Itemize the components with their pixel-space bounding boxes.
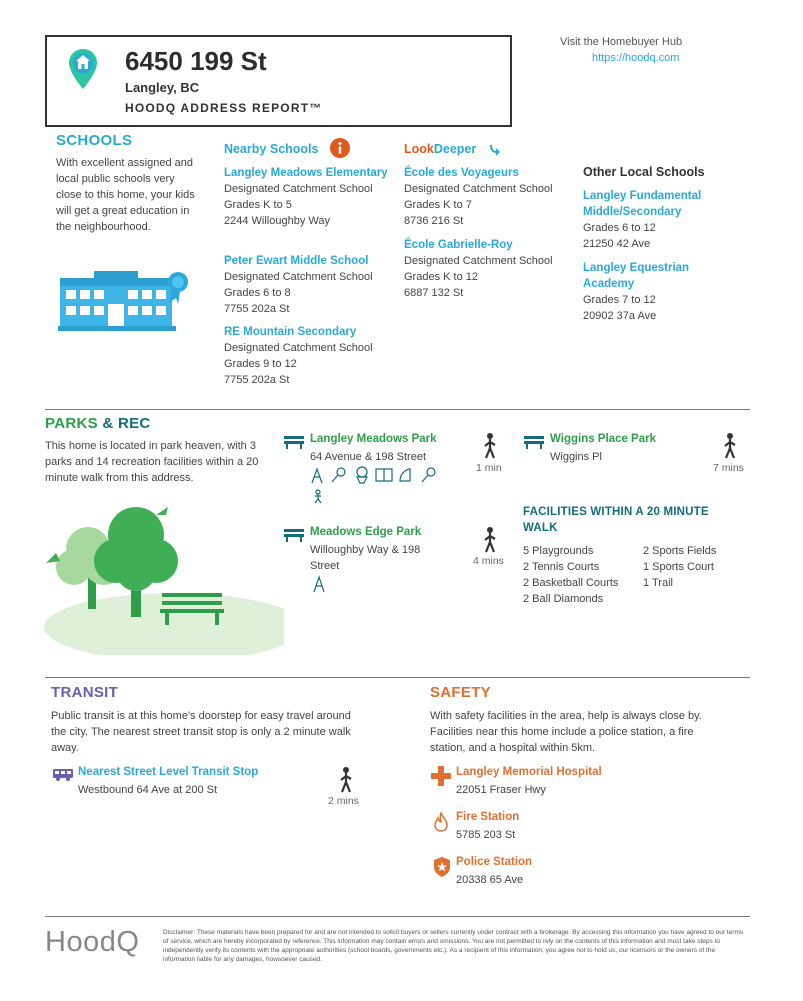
facility-item: 5 Playgrounds — [523, 545, 594, 557]
school-name[interactable]: Langley Meadows Elementary — [224, 167, 388, 179]
facility-item: 1 Sports Court — [643, 561, 714, 573]
parks-title-a: PARKS — [45, 415, 98, 432]
facilities-list-right — [643, 543, 743, 591]
hospital-name[interactable]: Langley Memorial Hospital — [456, 766, 602, 778]
fire-station-name[interactable]: Fire Station — [456, 811, 520, 823]
school-grades: Grades K to 7 — [404, 199, 472, 211]
park-location: 64 Avenue & 198 Street — [310, 451, 426, 463]
park-trees-illustration — [44, 505, 284, 655]
lookdeeper-school-0 — [404, 165, 574, 229]
school-address: 21250 42 Ave — [583, 238, 651, 250]
schools-description: With excellent assigned and local public schools very close to this home, your kids will get a great education in the neighbourhood. — [56, 157, 195, 233]
park-bench-icon — [284, 435, 304, 449]
school-type: Designated Catchment School — [404, 255, 553, 267]
facility-item: 2 Ball Diamonds — [523, 593, 604, 605]
lookdeeper-heading — [404, 142, 476, 156]
info-icon[interactable] — [330, 138, 350, 158]
park-facility-icons — [310, 466, 450, 504]
walking-person-icon — [482, 527, 498, 553]
playground-icon — [312, 575, 326, 593]
park-walk-time: 7 mins — [713, 462, 744, 474]
home-location-pin-icon — [68, 48, 98, 90]
safety-description: With safety facilities in the area, help is always close by. Facilities near this home include a police station, a fire station, and a hospital within 5km. — [430, 710, 702, 754]
police-station-name[interactable]: Police Station — [456, 856, 533, 868]
school-address: 7755 202a St — [224, 374, 290, 386]
school-type: Designated Catchment School — [224, 271, 373, 283]
lookdeeper-school-1 — [404, 237, 574, 301]
school-name[interactable]: Langley Equestrian Academy — [583, 262, 690, 290]
school-name[interactable]: École des Voyageurs — [404, 167, 519, 179]
fire-icon — [434, 812, 448, 832]
facility-item: 2 Basketball Courts — [523, 577, 619, 589]
transit-walk-time: 2 mins — [328, 795, 359, 807]
school-name[interactable]: Langley Fundamental Middle/Secondary — [583, 190, 702, 218]
facility-item: 2 Tennis Courts — [523, 561, 600, 573]
transit-description: Public transit is at this home's doorstep for easy travel around the city. The nearest street transit stop is only a 2 minute walk away. — [51, 710, 351, 754]
school-type: Designated Catchment School — [404, 183, 553, 195]
other-school-1 — [583, 260, 713, 324]
facility-item: 2 Sports Fields — [643, 545, 717, 557]
address-city: Langley, BC — [125, 80, 200, 95]
hospital-address: 22051 Fraser Hwy — [456, 784, 546, 796]
school-grades: Grades K to 5 — [224, 199, 292, 211]
facility-item: 1 Trail — [643, 577, 673, 589]
school-building-icon — [58, 268, 190, 332]
transit-stop-label[interactable]: Nearest Street Level Transit Stop — [78, 766, 259, 778]
hoodq-logo: HoodQ — [45, 926, 140, 958]
bus-icon — [53, 768, 75, 782]
park-bench-icon — [284, 528, 304, 542]
hospital-cross-icon — [431, 766, 451, 786]
school-grades: Grades 6 to 12 — [583, 222, 656, 234]
park-walk-time: 4 mins — [473, 555, 504, 567]
footer-divider — [45, 916, 750, 917]
school-name[interactable]: École Gabrielle-Roy — [404, 239, 513, 251]
walking-person-icon — [482, 433, 498, 459]
schools-title: SCHOOLS — [56, 132, 133, 149]
school-address: 6887 132 St — [404, 287, 464, 299]
park-location: Wiggins Pl — [550, 451, 602, 463]
facilities-list-left — [523, 543, 643, 607]
homebuyer-hub-link[interactable]: https://hoodq.com — [592, 52, 680, 64]
other-schools-heading: Other Local Schools — [583, 165, 705, 179]
walking-person-icon — [338, 767, 354, 793]
school-grades: Grades 7 to 12 — [583, 294, 656, 306]
walking-person-icon — [722, 433, 738, 459]
report-label: HOODQ ADDRESS REPORT™ — [125, 101, 323, 115]
park-name[interactable]: Wiggins Place Park — [550, 433, 656, 445]
section-divider — [45, 409, 750, 410]
section-divider — [45, 677, 750, 678]
facilities-title: FACILITIES WITHIN A 20 MINUTE WALK — [523, 506, 709, 534]
police-badge-icon — [433, 856, 451, 878]
school-name[interactable]: Peter Ewart Middle School — [224, 255, 369, 267]
address-street: 6450 199 St — [125, 46, 267, 76]
police-station-address: 20338 65 Ave — [456, 874, 524, 886]
homebuyer-hub-text: Visit the Homebuyer Hub — [560, 36, 683, 48]
school-type: Designated Catchment School — [224, 342, 373, 354]
nearby-school-2 — [224, 324, 394, 388]
school-address: 2244 Willoughby Way — [224, 215, 330, 227]
school-grades: Grades K to 12 — [404, 271, 478, 283]
park-name[interactable]: Meadows Edge Park — [310, 526, 422, 538]
fire-station-address: 5785 203 St — [456, 829, 516, 841]
disclaimer-text: Disclaimer: These materials have been prepared for and are not intended to solicit buyers or sellers currently under contract with a brokerage. By accessing this information you have agreed to our terms of service, which are hereby incorporated by reference. This information may contain errors and omissions. You are not permitted to rely on the contents of this information and must take steps to independently verify its contents with the appropriate authorities (school boards, governments etc.). As a recipient of this information, you agree not to hold us, our licensors or the owners of the information liable for any damages, howsoever caused. — [163, 929, 744, 963]
school-grades: Grades 9 to 12 — [224, 358, 297, 370]
transit-title: TRANSIT — [51, 684, 119, 701]
park-name[interactable]: Langley Meadows Park — [310, 433, 437, 445]
nearby-school-0 — [224, 165, 394, 229]
nearby-school-1 — [224, 253, 394, 317]
school-address: 20902 37a Ave — [583, 310, 657, 322]
school-address: 7755 202a St — [224, 303, 290, 315]
nearby-schools-heading: Nearby Schools — [224, 142, 319, 156]
parks-description: This home is located in park heaven, with 3 parks and 14 recreation facilities within a 20 minute walk from this address. — [45, 440, 259, 484]
school-type: Designated Catchment School — [224, 183, 373, 195]
school-name[interactable]: RE Mountain Secondary — [224, 326, 357, 338]
parks-title-b: & REC — [102, 415, 151, 432]
safety-title: SAFETY — [430, 684, 491, 701]
park-location: Willoughby Way & 198 Street — [310, 544, 421, 572]
arrow-down-right-icon — [488, 144, 500, 156]
other-school-0 — [583, 188, 723, 252]
lookdeeper-deeper: Deeper — [433, 142, 477, 156]
parks-title — [45, 415, 151, 432]
lookdeeper-look: Look — [404, 142, 434, 156]
transit-stop-address: Westbound 64 Ave at 200 St — [78, 784, 218, 796]
park-walk-time: 1 min — [476, 462, 502, 474]
school-address: 8736 216 St — [404, 215, 464, 227]
park-bench-icon — [524, 435, 544, 449]
school-grades: Grades 6 to 8 — [224, 287, 291, 299]
